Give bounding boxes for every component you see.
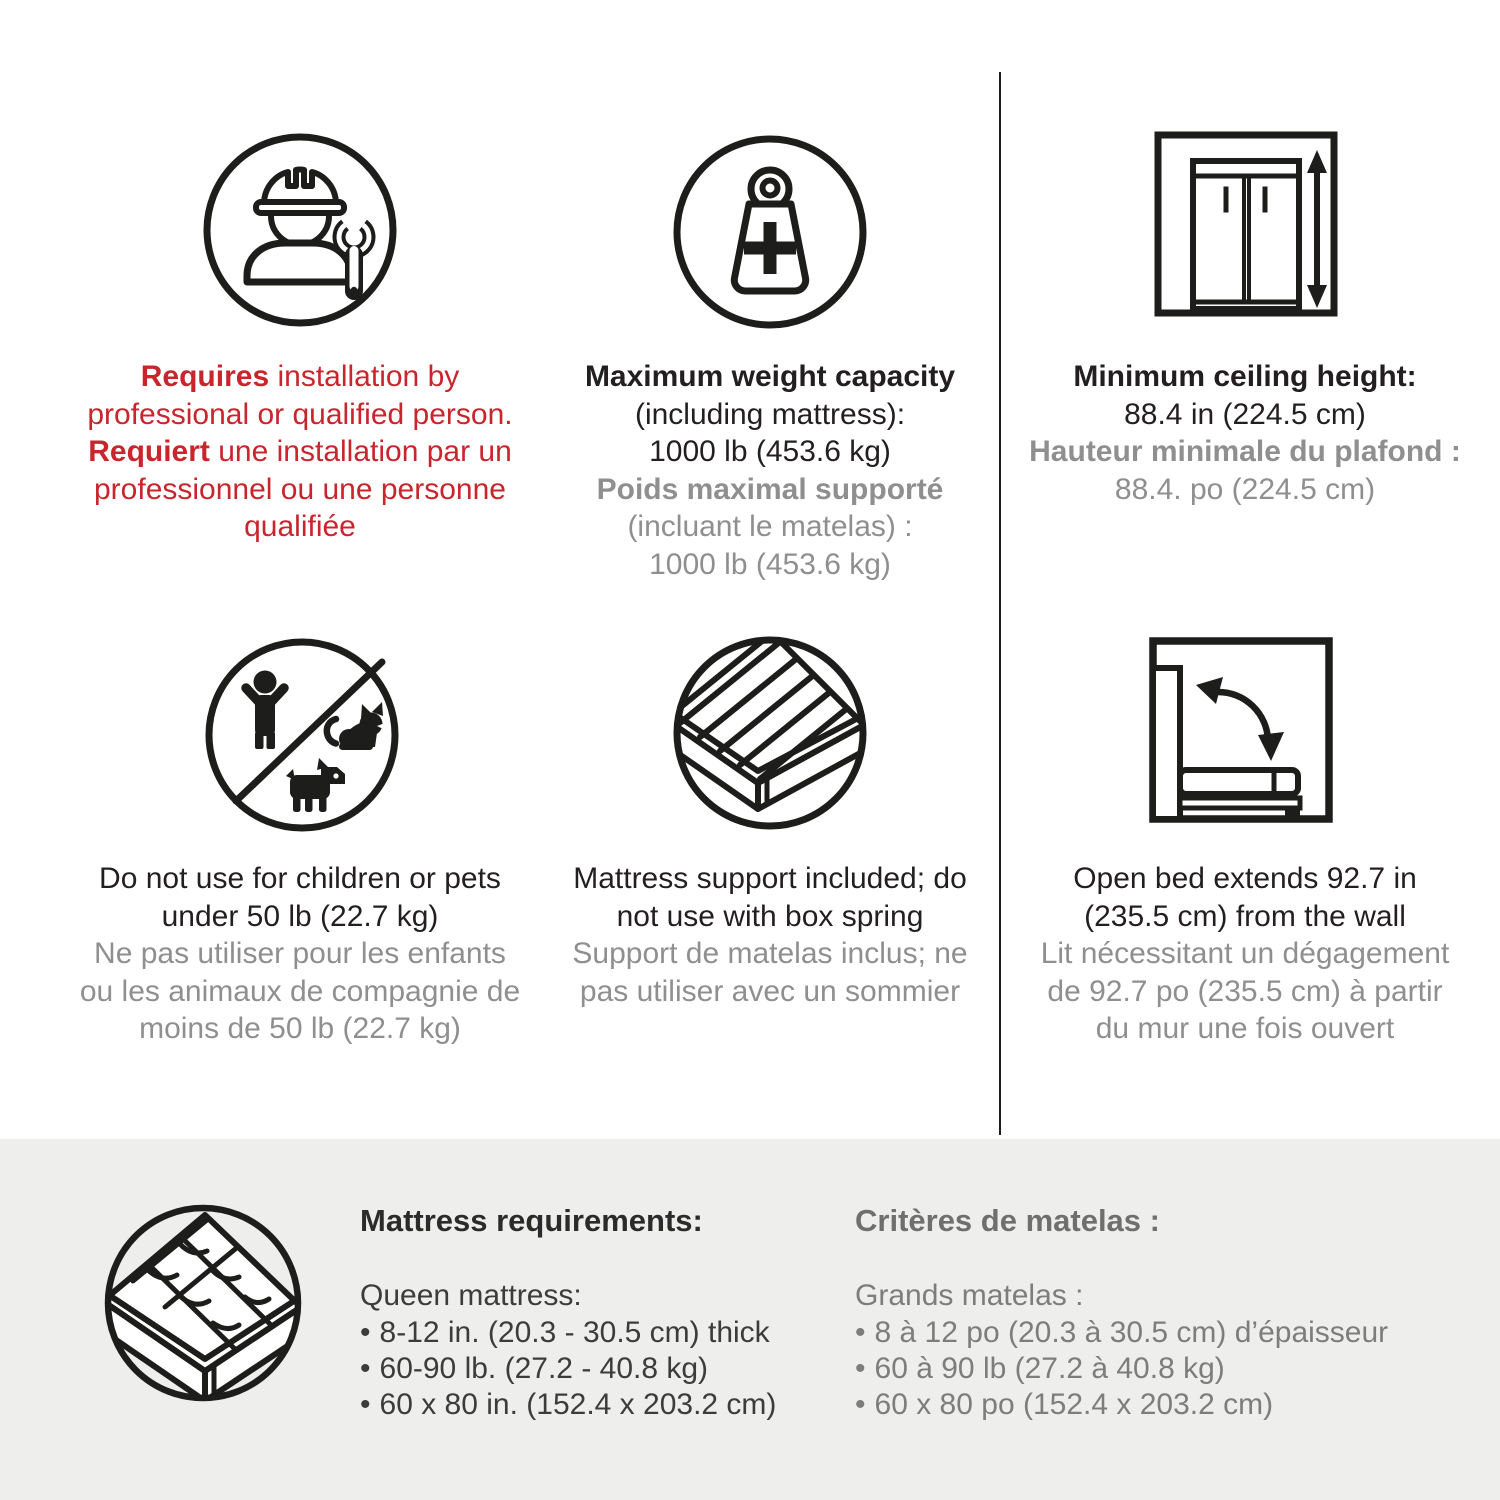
mattress-requirements-en	[360, 1203, 776, 1423]
ceiling-height-icon	[1145, 124, 1345, 324]
text-line: 1000 lb (453.6 kg)	[649, 547, 891, 581]
text-line: moins de 50 lb (22.7 kg)	[139, 1012, 461, 1045]
bullet-item: • 60 x 80 po (152.4 x 203.2 cm)	[855, 1387, 1388, 1423]
bullet-item: • 8-12 in. (20.3 - 30.5 cm) thick	[360, 1315, 776, 1351]
mattress-requirements-heading: Mattress requirements:	[360, 1203, 703, 1238]
bullet-item: • 60-90 lb. (27.2 - 40.8 kg)	[360, 1351, 776, 1387]
bullet-glyph: •	[855, 1388, 866, 1422]
open-bed-wall-icon	[1140, 630, 1340, 830]
text-line: pas utiliser avec un sommier	[579, 974, 961, 1008]
text-line: Open bed extends 92.7 in	[1073, 862, 1417, 895]
text-line: professionnel ou une personne	[94, 472, 506, 506]
column-divider	[999, 72, 1001, 1135]
open-bed-text	[1025, 860, 1465, 1048]
bullet-glyph: •	[360, 1351, 371, 1385]
bullet-glyph: •	[360, 1315, 371, 1349]
text-line: Do not use for children or pets	[99, 862, 501, 895]
installer-wrench-icon	[200, 130, 400, 330]
bullet-glyph: •	[360, 1388, 371, 1422]
grands-matelas-subheading: Grands matelas :	[855, 1279, 1084, 1313]
weight-capacity-text	[550, 358, 990, 583]
bullet-glyph: •	[855, 1315, 866, 1349]
weight-capacity-icon	[670, 132, 870, 332]
text-line: Maximum weight capacity	[584, 360, 956, 393]
text-line: Mattress support included; do	[573, 862, 967, 895]
text-line: (incluant le matelas) :	[627, 510, 913, 543]
tufted-mattress-icon	[103, 1203, 303, 1403]
text-line: Support de matelas inclus; ne	[572, 937, 968, 970]
bullet-glyph: •	[855, 1351, 866, 1385]
text-line: Minimum ceiling height:	[1073, 360, 1417, 393]
text-line: ou les animaux de compagnie de	[79, 974, 521, 1008]
bullet-item: • 8 à 12 po (20.3 à 30.5 cm) d’épaisseur	[855, 1315, 1388, 1351]
install-warning-text	[60, 358, 540, 546]
text-line: 1000 lb (453.6 kg)	[649, 435, 891, 468]
mattress-requirements-fr	[855, 1203, 1388, 1423]
text-line: not use with box spring	[616, 899, 924, 933]
text-line: du mur une fois ouvert	[1095, 1012, 1395, 1045]
bold-text: Requiert	[88, 435, 210, 468]
text-line: 88.4 in (224.5 cm)	[1124, 397, 1366, 431]
text-line: Requires installation by	[140, 360, 460, 393]
text-line: 88.4. po (224.5 cm)	[1114, 472, 1376, 506]
bullet-item: • 60 à 90 lb (27.2 à 40.8 kg)	[855, 1351, 1388, 1387]
text-line: under 50 lb (22.7 kg)	[161, 899, 439, 933]
mattress-requirements-section	[0, 1139, 1500, 1500]
text-line: Ne pas utiliser pour les enfants	[94, 937, 506, 970]
ceiling-height-text	[1025, 358, 1465, 508]
text-line: Lit nécessitant un dégagement	[1040, 937, 1450, 970]
queen-mattress-subheading: Queen mattress:	[360, 1279, 582, 1313]
mattress-support-slats-icon	[670, 633, 870, 833]
text-line: Hauteur minimale du plafond :	[1029, 435, 1461, 468]
text-line: (235.5 cm) from the wall	[1084, 899, 1406, 933]
bold-text: Requires	[140, 360, 270, 393]
mattress-support-text	[550, 860, 990, 1010]
text-line: professional or qualified person.	[87, 397, 513, 431]
text-line: qualifiée	[244, 510, 356, 543]
text-line: Poids maximal supporté	[596, 472, 944, 506]
text-line: de 92.7 po (235.5 cm) à partir	[1047, 974, 1443, 1008]
text-line: Requiert une installation par un	[88, 435, 512, 468]
bullet-item: • 60 x 80 in. (152.4 x 203.2 cm)	[360, 1387, 776, 1423]
no-children-pets-text	[60, 860, 540, 1048]
text-line: (including mattress):	[634, 397, 906, 431]
no-children-pets-icon	[202, 635, 402, 835]
criteres-matelas-heading: Critères de matelas :	[855, 1203, 1160, 1238]
